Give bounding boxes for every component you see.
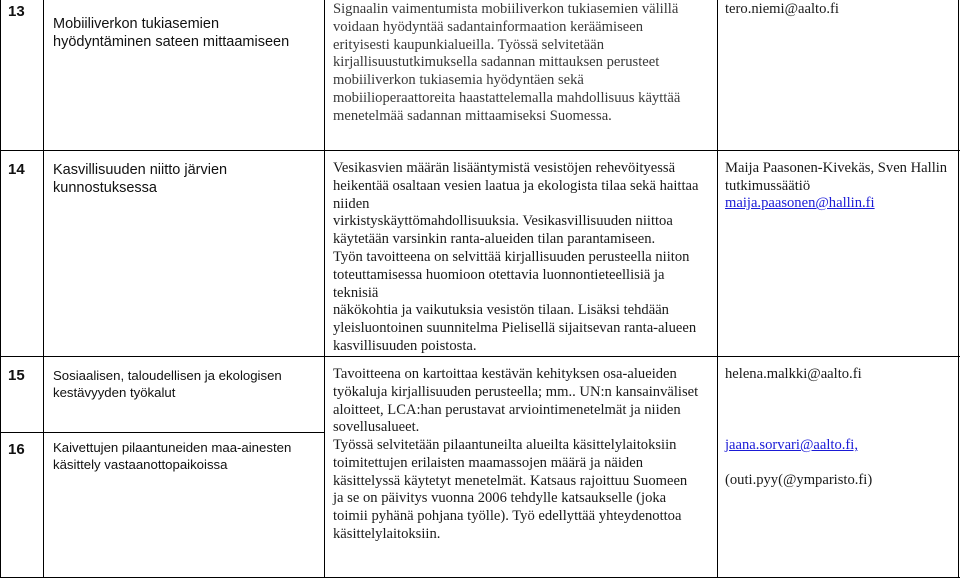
row-number: 14 <box>8 161 25 178</box>
contact-email[interactable]: helena.malkki@aalto.fi <box>725 366 862 382</box>
row-description: Tavoitteena on kartoittaa kestävän kehityksen osa-alueiden työkaluja kirjallisuuden perusteella; mm.. UN:n kansainväliset aloitteet, LCA:han perustavat arviointimenetelmät ja niiden sovellusalueet. <box>333 366 699 436</box>
contact-name: Maija Paasonen-Kivekäs, Sven Hallin tutkimussäätiö <box>725 160 948 194</box>
row-number: 16 <box>8 441 25 458</box>
row-number: 15 <box>8 367 25 384</box>
contact-email-link[interactable]: jaana.sorvari@aalto.fi, <box>725 437 858 453</box>
contact-email-link[interactable]: maija.paasonen@hallin.fi <box>725 195 875 211</box>
row-topic: Kaivettujen pilaantuneiden maa-ainesten käsittely vastaanottopaikoissa <box>53 440 292 472</box>
column-divider-number <box>43 0 44 578</box>
row-description: Vesikasvien määrän lisääntymistä vesistöjen rehevöityessä heikentää osaltaan vesien laatua ja ekologista tilaa sekä haittaa niiden virkistyskäyttömahdollisuuksia. Vesikasvillisuuden niittoa käytetään varsinkin ranta-alueiden tilan parantamiseen. Työn tavoitteena on selvittää kirjallisuuden perusteella niiton toteuttamisessa huomioon otettavia luonnontieteellisiä ja teknisiä näkökohtia ja vaikutuksia vesistön tilaan. Lisäksi tehdään yleisluontoinen suunnitelma Pielisellä sijaitsevan ranta-alueen kasvillisuuden poistosta. <box>333 160 699 354</box>
table-right-border <box>958 0 959 578</box>
row-divider-14-15 <box>0 356 960 357</box>
row-description: Työssä selvitetään pilaantuneilta alueilta käsittelylaitoksiin toimitettujen erilaisten maamassojen määrä ja näiden käsittelyssä käytetyt menetelmät. Katsaus rajoittuu Suomeen ja se on päivitys vuonna 2006 tehdylle katsaukselle (joka toimii pyhänä pohjana työlle). Työ edellyttää yhteydenottoa käsittelylaitoksiin. <box>333 437 688 542</box>
row-divider-13-14 <box>0 150 960 151</box>
column-divider-description <box>717 0 718 578</box>
row-divider-15-16 <box>0 432 325 433</box>
row-description: Signaalin vaimentumista mobiiliverkon tukiasemien välillä voidaan hyödyntää sadantainformaation keräämiseen erityisesti kaupunkialueilla. Työssä selvitetään kirjallisuustutkimuksella sadannan mittauksen perusteet mobiiliverkon tukiasemia hyödyntäen sekä mobiilioperaattoreita haastattelemalla mahdollisuus käyttää menetelmää sadannan mittaamiseksi Suomessa. <box>333 1 681 124</box>
table-bottom-border <box>0 577 960 578</box>
column-divider-topic <box>324 0 325 578</box>
row-topic: Mobiiliverkon tukiasemien hyödyntäminen sateen mittaamiseen <box>53 16 290 50</box>
contact-email[interactable]: tero.niemi@aalto.fi <box>725 1 839 17</box>
row-number: 13 <box>8 3 25 20</box>
contact-extra: (outi.pyy(@ymparisto.fi) <box>725 472 873 488</box>
row-topic: Kasvillisuuden niitto järvien kunnostuksessa <box>53 162 228 196</box>
table-left-border <box>0 0 1 578</box>
row-topic: Sosiaalisen, taloudellisen ja ekologisen kestävyyden työkalut <box>53 368 282 400</box>
